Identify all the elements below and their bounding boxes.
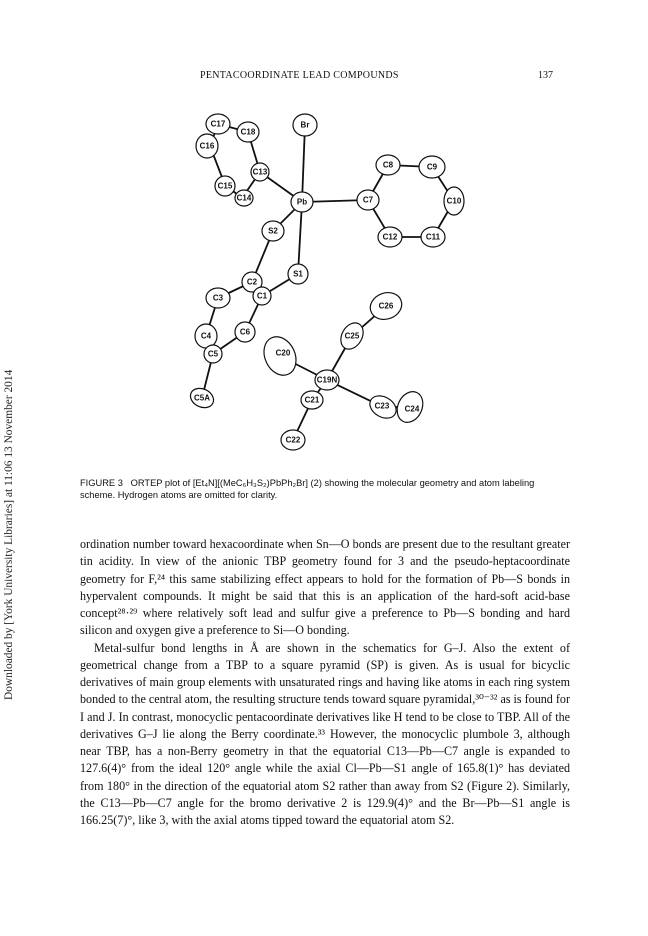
paragraph-1: ordination number toward hexacoordinate when Sn—O bonds are present due to the resultant greater tin acidity. In view of the anionic TBP geometry found for 3 and the pseudo-heptacoordinate geometry for F,²⁴ this same stabilizing effect appears to hold for the formation of Pb—S bonds in hypervalent compounds. It might be said that this is an application of the hard-soft acid-base concept²⁸·²⁹ where relatively soft lead and sulfur give a preference to Pb—S bonding and hard silicon and oxygen give a preference to Si—O bonding. bbox=[80, 537, 570, 638]
caption-text: ORTEP plot of [Et₄N][(MeC₆H₃S₂)PbPh₂Br] (2) showing the molecular geometry and atom labeling scheme. Hydrogen atoms are omitted for clarity. bbox=[80, 478, 535, 500]
atom-label-c8: C8 bbox=[382, 160, 394, 170]
atom-label-c5: C5 bbox=[207, 349, 219, 359]
atom-label-c5a: C5A bbox=[193, 393, 211, 403]
running-head: PENTACOORDINATE LEAD COMPOUNDS bbox=[200, 70, 399, 81]
atom-label-c7: C7 bbox=[362, 195, 374, 205]
atom-label-c17: C17 bbox=[210, 119, 226, 129]
atom-label-c19: C19N bbox=[316, 375, 338, 385]
atom-label-c3: C3 bbox=[212, 293, 224, 303]
atom-label-c13: C13 bbox=[252, 167, 268, 177]
atom-label-br: Br bbox=[300, 120, 310, 130]
atom-label-c15: C15 bbox=[217, 181, 233, 191]
atom-label-c20: C20 bbox=[275, 348, 291, 358]
page-number: 137 bbox=[538, 70, 553, 81]
atom-label-c11: C11 bbox=[425, 232, 441, 242]
atom-label-c26: C26 bbox=[378, 301, 394, 311]
atom-label-c10: C10 bbox=[446, 196, 462, 206]
atom-label-pb: Pb bbox=[296, 197, 308, 207]
atom-label-c21: C21 bbox=[304, 395, 320, 405]
ortep-figure bbox=[150, 100, 510, 470]
atom-label-c18: C18 bbox=[240, 127, 256, 137]
atom-label-c1: C1 bbox=[256, 291, 268, 301]
atom-label-c12: C12 bbox=[382, 232, 398, 242]
atom-label-c14: C14 bbox=[236, 193, 252, 203]
ortep-plot bbox=[150, 100, 510, 470]
atom-ellipsoids bbox=[187, 114, 464, 450]
atom-label-c2: C2 bbox=[246, 277, 258, 287]
paragraph-2: Metal-sulfur bond lengths in Å are shown in the schematics for G–J. Also the extent of geometrical change from a TBP to a square pyramid (SP) is given. As is usual for bicyclic derivatives of main group elements with unsaturated rings and having like atoms in each ring system bonded to the central atom, the resulting structure tends toward square pyramidal,³⁰⁻³² as is found for I and J. In contrast, monocyclic pentacoordinate derivatives like H tend to be close to TBP. All of the derivatives G–J lie along the Berry coordinate.³³ However, the monocyclic plumbole 3, although near TBP, has a non-Berry geometry in that the equatorial C13—Pb—C7 angle is expanded to 127.6(4)° from the ideal 120° angle while the axial Cl—Pb—S1 angle of 165.8(1)° has deviated from 180° in the direction of the equatorial atom S2 rather than away from S2 (Figure 2). Similarly, the C13—Pb—C7 angle for the bromo derivative 2 is 129.9(4)° and the Br—Pb—S1 angle is 166.25(7)°, like 3, with the axial atoms tipped toward the equatorial atom S2. bbox=[80, 640, 570, 827]
body-text bbox=[80, 536, 570, 829]
atom-label-c25: C25 bbox=[344, 331, 360, 341]
atom-label-c22: C22 bbox=[285, 435, 301, 445]
atom-label-s2: S2 bbox=[268, 226, 278, 236]
atom-label-c6: C6 bbox=[239, 327, 251, 337]
atom-label-s1: S1 bbox=[293, 269, 303, 279]
caption-label: FIGURE 3 bbox=[80, 478, 123, 488]
atom-label-c4: C4 bbox=[200, 331, 212, 341]
atom-label-c16: C16 bbox=[199, 141, 215, 151]
atom-label-c24: C24 bbox=[404, 404, 420, 414]
atom-label-c23: C23 bbox=[374, 401, 390, 411]
download-watermark: Downloaded by [York University Libraries] at 11:06 13 November 2014 bbox=[3, 369, 15, 700]
atom-label-c9: C9 bbox=[426, 162, 438, 172]
figure-caption bbox=[80, 477, 570, 501]
